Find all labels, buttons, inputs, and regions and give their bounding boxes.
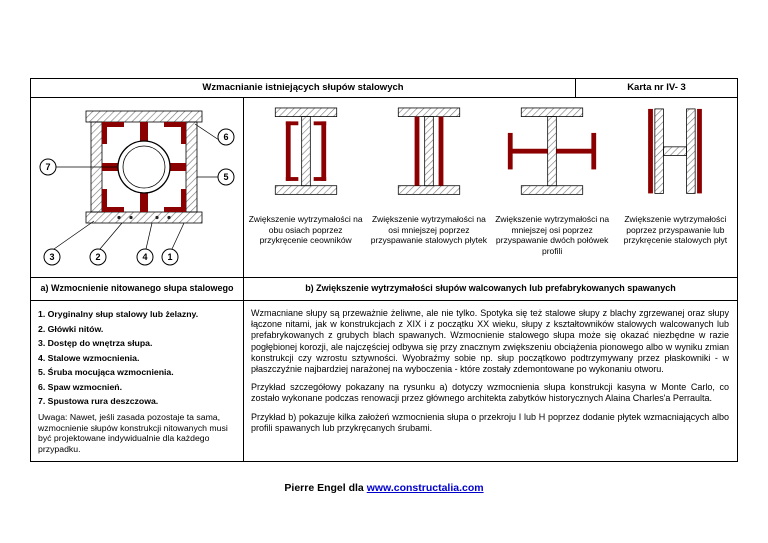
callout-2-label: 2 [95,252,101,262]
body-paragraph-3: Przykład b) pokazuje kilka założeń wzmocnienia słupa o przekroju I lub H poprzez dodanie płytek wzmacniających albo profili spawanych lub przykręcanych śrubami. [251,411,729,433]
legend-item-7: 7. Spustowa rura deszczowa. [38,396,159,406]
callout-7 [40,159,56,175]
body-paragraph-1: Wzmacniane słupy są przeważnie żeliwne, ale nie tylko. Spotyka się też stalowe słupy z blachy zgrzewanej oraz słupy łączone nitami, jak w konstrukcjach z XIX i z początku XX wieku, słupy z kształtowników stalowych walcowanych lub prefabrykowanych z grubych blach spawanych. Wzmocnienie stalowego słupa może się okazać niezbędne w razie pogłębionej korozji, ale najczęściej odbywa się przy znacznym zwiększeniu obciążenia pionowego albo w wyniku zmian konstrukcji czy wzrostu sztywności. Wyobraźmy sobie np. słup początkowo podtrzymywany przez płaskowniki - w płaszczyźnie najbardziej narażonej na wyboczenia - które zostały zdemontowane po wykonaniu otworu. [251,308,729,375]
data-sheet-table [30,78,738,462]
scheme-1-caption: Zwiększenie wytrzymałości na obu osiach poprzez przykręcenie ceowników [248,214,363,245]
scheme-2 [367,98,490,277]
cross-section-diagram-welded-plates [381,103,477,207]
body-paragraph-2: Przykład szczegółowy pokazany na rysunku a) dotyczy wzmocnienia słupa konstrukcji kasyna w Monte Carlo, co zostało wykonane podczas renowacji przez głównego architekta zabytków historycznych Alaina Charles'a Perraulta. [251,382,729,404]
diagrams-row [31,98,737,278]
legend-item-3: 3. Dostęp do wnętrza słupa. [38,338,153,348]
body-row [31,301,737,461]
reinforcement-schemes [244,98,737,277]
card-number: Karta nr IV- 3 [575,79,737,97]
legend-item-6: 6. Spaw wzmocnień. [38,381,122,392]
scheme-1 [244,98,367,277]
legend-item-4: 4. Stalowe wzmocnienia. [38,352,140,363]
callout-2 [90,249,106,265]
callout-3-label: 3 [49,252,55,262]
legend-list [31,301,244,461]
existing-steel-hatched [655,109,695,193]
legend-note: Uwaga: Nawet, jeśli zasada pozostaje ta sama, wzmocnienie słupów konstrukcji nitowanych musi być projektowane indywidualnie dla każdego przypadku. [38,412,228,454]
description-text [244,301,737,461]
scheme-4 [614,98,737,277]
legend-item-5: 5. Śruba mocująca wzmocnienia. [38,367,174,377]
legend-item-2: 2. Główki nitów. [38,323,104,334]
callout-1-label: 1 [167,252,173,262]
cross-section-diagram-side-plates [627,103,723,207]
scheme-4-caption: Zwiększenie wytrzymałości poprzez przyspawanie lub przykręcenie stalowych płyt [623,214,728,245]
callout-6-label: 6 [223,132,229,142]
callout-7-label: 7 [45,162,51,172]
callout-1 [162,249,178,265]
drawing-a-cell [31,98,244,277]
scheme-3-caption: Zwiększenie wytrzymałości na mniejszej osi poprzez przyspawanie dwóch połówek profili [495,214,610,256]
riveted-column-drawing [34,99,239,277]
callout-4-label: 4 [142,252,148,262]
footer-author: Pierre Engel dla [284,482,367,494]
footer-link[interactable]: www.constructalia.com [366,482,484,494]
callout-6 [218,129,234,145]
cross-section-diagram-half-profiles [504,103,600,207]
callout-4 [137,249,153,265]
header-row [31,79,737,98]
scheme-3 [491,98,614,277]
callout-5 [218,169,234,185]
legend-item-1: 1. Oryginalny słup stalowy lub żelazny. [38,309,199,319]
existing-steel-hatched [398,108,459,194]
section-title-row [31,278,737,301]
drain-pipe-circle [118,141,170,193]
cross-section-diagram-channels [258,103,354,207]
footer-credit [0,482,768,494]
scheme-2-caption: Zwiększenie wytrzymałości na osi mniejszej poprzez przyspawanie stalowych płytek [370,214,487,245]
section-b-title: b) Zwiększenie wytrzymałości słupów walcowanych lub prefabrykowanych spawanych [305,283,676,293]
callout-3 [44,249,60,265]
page-title: Wzmacnianie istniejących słupów stalowych [202,82,404,93]
existing-steel-hatched [275,108,336,194]
section-a-title: a) Wzmocnienie nitowanego słupa stalowego [31,278,244,300]
callout-5-label: 5 [223,172,229,182]
